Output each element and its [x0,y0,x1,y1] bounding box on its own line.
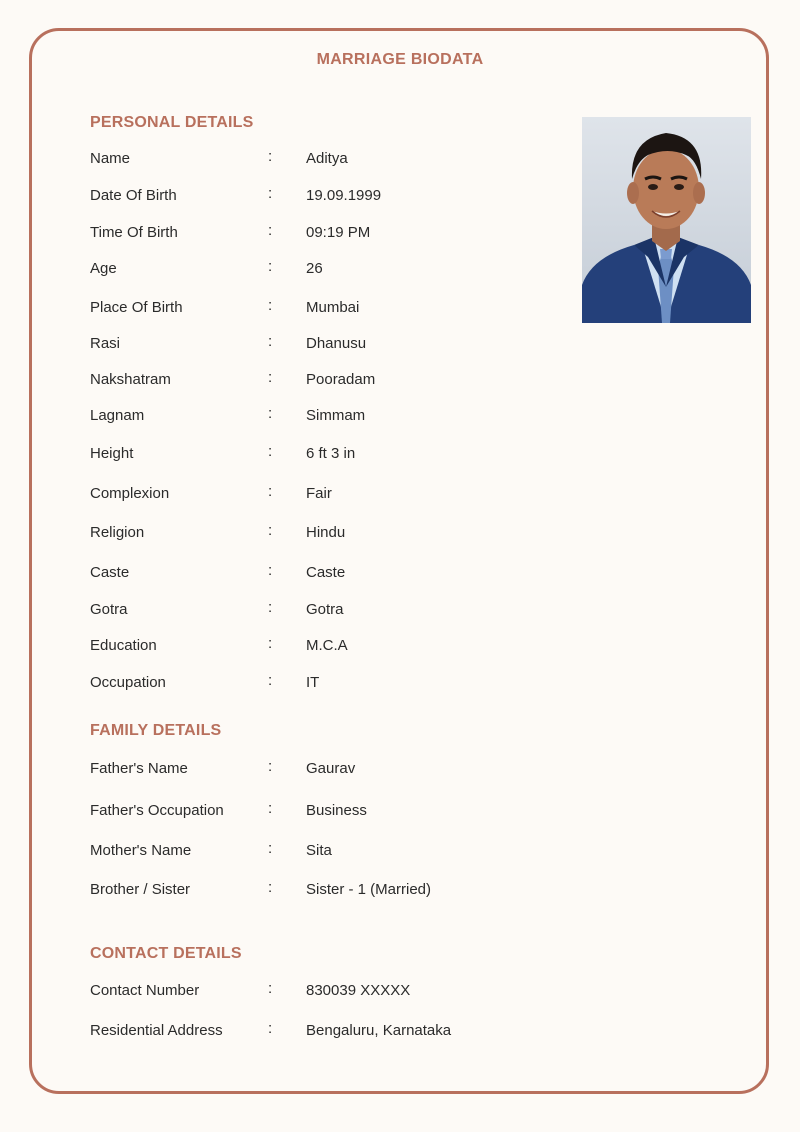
detail-row-caste [90,562,560,584]
person-portrait-icon [582,117,751,323]
section-heading-personal: PERSONAL DETAILS [90,114,254,131]
detail-row-education [90,635,560,657]
detail-value-complexion: Fair [306,485,332,502]
detail-separator: : [268,562,273,579]
detail-value-caste: Caste [306,564,346,581]
detail-value-residential-address: Bengaluru, Karnataka [306,1022,452,1039]
detail-separator: : [268,758,273,775]
detail-row-name [90,148,560,170]
detail-row-time-of-birth [90,222,560,244]
detail-label-time-of-birth: Time Of Birth [90,224,178,241]
detail-row-age [90,258,560,280]
detail-row-nakshatram [90,369,560,391]
detail-row-height [90,443,560,465]
detail-label-complexion: Complexion [90,485,170,502]
detail-row-date-of-birth [90,185,560,207]
detail-label-caste: Caste [90,564,130,581]
detail-label-place-of-birth: Place Of Birth [90,299,183,316]
detail-row-mother-s-name [90,840,560,862]
detail-row-gotra [90,599,560,621]
detail-separator: : [268,185,273,202]
detail-value-lagnam: Simmam [306,407,366,424]
detail-value-religion: Hindu [306,524,346,541]
detail-separator: : [268,522,273,539]
detail-separator: : [268,333,273,350]
detail-row-complexion [90,483,560,505]
detail-label-gotra: Gotra [90,601,128,618]
detail-label-nakshatram: Nakshatram [90,371,171,388]
detail-row-occupation [90,672,560,694]
detail-separator: : [268,980,273,997]
detail-label-age: Age [90,260,117,277]
detail-separator: : [268,879,273,896]
detail-value-mother-s-name: Sita [306,842,332,859]
detail-row-contact-number [90,980,560,1002]
detail-separator: : [268,672,273,689]
detail-separator: : [268,405,273,422]
detail-value-rasi: Dhanusu [306,335,367,352]
section-heading-family: FAMILY DETAILS [90,722,222,739]
detail-value-height: 6 ft 3 in [306,445,356,462]
detail-label-father-s-name: Father's Name [90,760,188,777]
detail-value-name: Aditya [306,150,348,167]
detail-value-place-of-birth: Mumbai [306,299,360,316]
detail-separator: : [268,840,273,857]
detail-separator: : [268,148,273,165]
detail-row-father-s-name [90,758,560,780]
detail-value-nakshatram: Pooradam [306,371,376,388]
detail-row-father-s-occupation [90,800,560,822]
detail-label-height: Height [90,445,134,462]
detail-separator: : [268,297,273,314]
detail-separator: : [268,599,273,616]
detail-label-education: Education [90,637,157,654]
profile-photo [582,117,751,323]
detail-value-occupation: IT [306,674,320,691]
detail-value-brother-sister: Sister - 1 (Married) [306,881,432,898]
detail-row-place-of-birth [90,297,560,319]
detail-separator: : [268,635,273,652]
detail-value-time-of-birth: 09:19 PM [306,224,371,241]
page-title: MARRIAGE BIODATA [316,51,484,68]
detail-label-lagnam: Lagnam [90,407,145,424]
detail-row-rasi [90,333,560,355]
detail-separator: : [268,483,273,500]
detail-separator: : [268,258,273,275]
detail-label-rasi: Rasi [90,335,121,352]
detail-separator: : [268,443,273,460]
detail-value-education: M.C.A [306,637,348,654]
detail-label-religion: Religion [90,524,145,541]
detail-row-residential-address [90,1020,560,1042]
detail-label-father-s-occupation: Father's Occupation [90,802,224,819]
section-heading-contact: CONTACT DETAILS [90,945,242,962]
detail-label-name: Name [90,150,131,167]
detail-row-religion [90,522,560,544]
detail-label-contact-number: Contact Number [90,982,200,999]
detail-label-date-of-birth: Date Of Birth [90,187,177,204]
detail-label-brother-sister: Brother / Sister [90,881,191,898]
detail-label-mother-s-name: Mother's Name [90,842,192,859]
detail-label-occupation: Occupation [90,674,166,691]
detail-separator: : [268,369,273,386]
detail-row-brother-sister [90,879,560,901]
detail-value-father-s-name: Gaurav [306,760,356,777]
detail-separator: : [268,800,273,817]
detail-value-gotra: Gotra [306,601,344,618]
detail-separator: : [268,1020,273,1037]
detail-label-residential-address: Residential Address [90,1022,223,1039]
detail-value-father-s-occupation: Business [306,802,367,819]
detail-value-date-of-birth: 19.09.1999 [306,187,382,204]
detail-value-contact-number: 830039 XXXXX [306,982,411,999]
detail-value-age: 26 [306,260,323,277]
detail-row-lagnam [90,405,560,427]
detail-separator: : [268,222,273,239]
